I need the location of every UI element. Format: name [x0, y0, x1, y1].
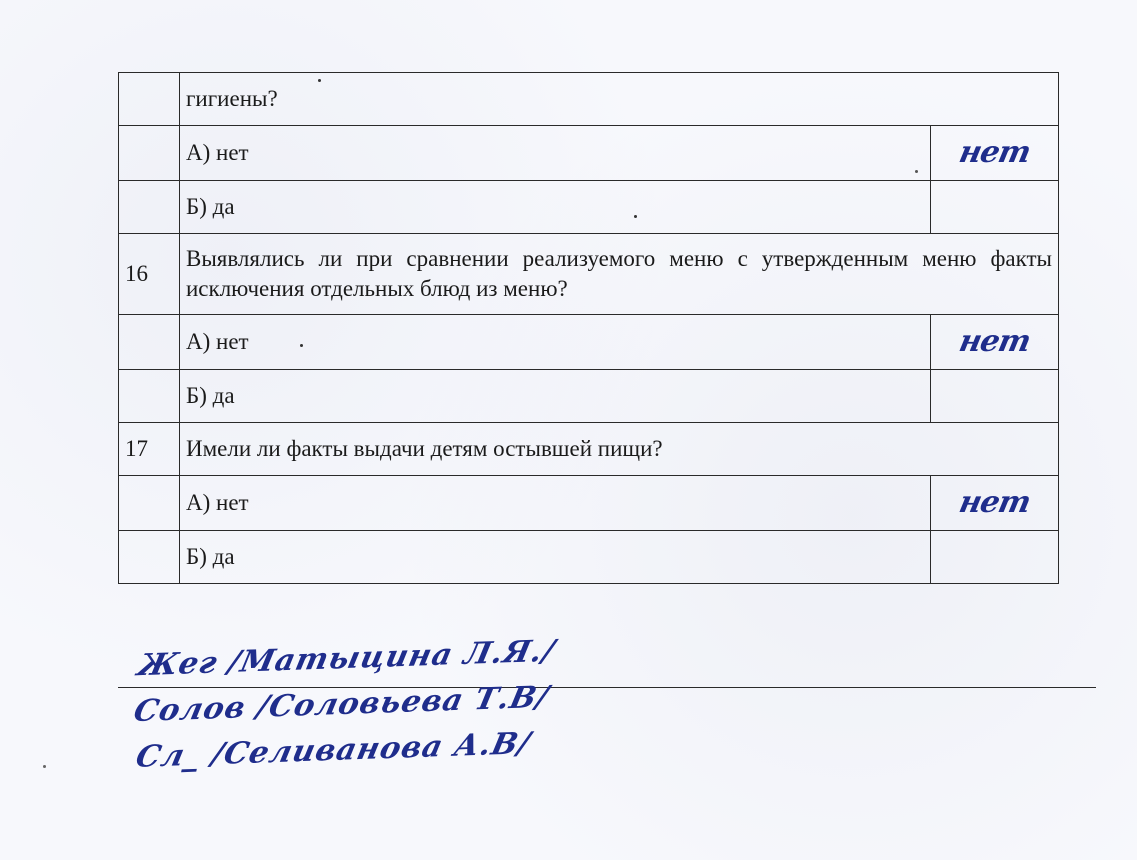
option-text: А) нет [180, 126, 931, 181]
signature: Жег /Матыцина Л.Я./ [134, 633, 559, 684]
signatures-block [118, 625, 1098, 785]
row-number: 17 [119, 423, 180, 476]
row-number [119, 370, 180, 423]
answer-cell [930, 181, 1058, 234]
survey-table [118, 72, 1059, 584]
row-number [119, 476, 180, 531]
answer-cell [930, 315, 1058, 370]
paper-speck [43, 765, 46, 768]
row-number [119, 315, 180, 370]
table-row [119, 423, 1059, 476]
table-row [119, 73, 1059, 126]
handwritten-answer: нет [956, 324, 1034, 359]
row-number [119, 531, 180, 584]
row-number [119, 181, 180, 234]
option-text: Б) да [180, 370, 931, 423]
answer-cell [930, 476, 1058, 531]
signature: Сл_ /Селиванова А.В/ [132, 726, 535, 775]
table-row [119, 181, 1059, 234]
option-text: Б) да [180, 181, 931, 234]
answer-cell [930, 531, 1058, 584]
question-text: Имели ли факты выдачи детям остывшей пищи? [180, 423, 1059, 476]
paper-speck [915, 170, 918, 173]
question-text: Выявлялись ли при сравнении реализуемого меню с утвержденным меню факты исключения отдельных блюд из меню? [180, 234, 1059, 315]
row-number [119, 126, 180, 181]
option-text: А) нет [180, 476, 931, 531]
row-number [119, 73, 180, 126]
table-row [119, 531, 1059, 584]
handwritten-answer: нет [956, 135, 1034, 170]
signature: Солов /Соловьева Т.В/ [130, 679, 553, 730]
paper-speck [318, 79, 321, 82]
row-number: 16 [119, 234, 180, 315]
table-row [119, 370, 1059, 423]
signature-line [118, 687, 1096, 688]
paper-speck [634, 215, 637, 218]
option-text: Б) да [180, 531, 931, 584]
table-row [119, 234, 1059, 315]
handwritten-answer: нет [956, 485, 1034, 520]
paper-speck [300, 344, 303, 347]
option-text: А) нет [180, 315, 931, 370]
question-text: гигиены? [180, 73, 1059, 126]
answer-cell [930, 126, 1058, 181]
answer-cell [930, 370, 1058, 423]
table-row [119, 315, 1059, 370]
table-row [119, 476, 1059, 531]
